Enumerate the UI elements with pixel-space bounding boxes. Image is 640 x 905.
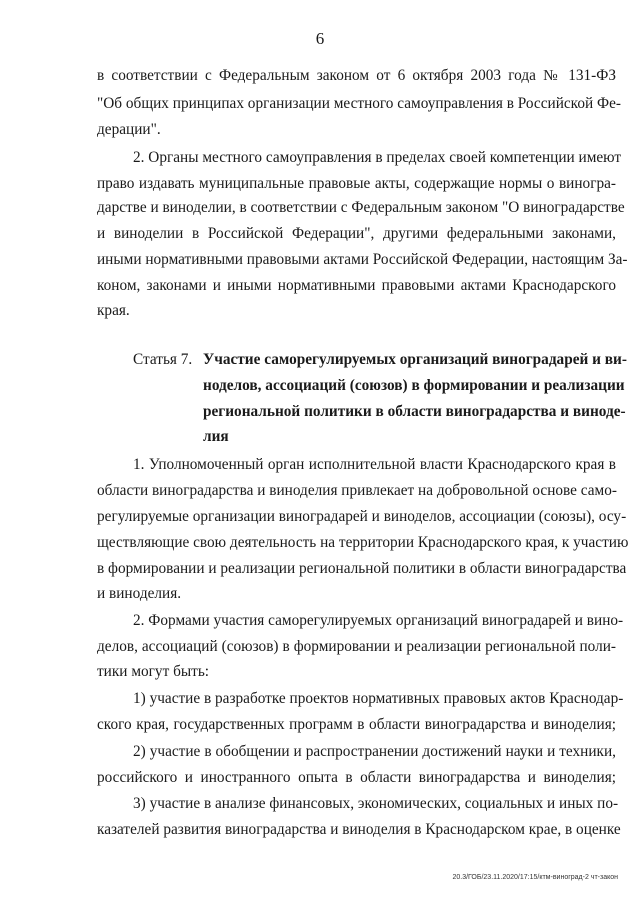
text-line: 2. Органы местного самоуправления в пределах своей компетенции имеют: [133, 149, 622, 166]
list-item-line: 1) участие в разработке проектов нормативных правовых актов Краснодар-: [133, 690, 624, 707]
text-line: ществляющие свою деятельность на территории Краснодарского края, к участию: [97, 534, 629, 551]
text-line: коном, законами и иными нормативными правовыми актами Краснодарского: [97, 277, 616, 294]
page-number: 6: [315, 29, 325, 48]
list-item-line: казателей развития виноградарства и виноделия в Краснодарском крае, в оценке: [97, 821, 621, 838]
list-item-line: 3) участие в анализе финансовых, экономических, социальных и иных по-: [133, 795, 619, 812]
text-line: 2. Формами участия саморегулируемых организаций виноградарей и вино-: [133, 612, 624, 629]
text-line: края.: [97, 302, 130, 319]
list-item-line: российского и иностранного опыта в области виноградарства и виноделия;: [97, 769, 616, 786]
text-line: и виноделия.: [97, 585, 182, 602]
article-title-line: ноделов, ассоциаций (союзов) в формировании и реализации: [203, 377, 625, 394]
article-title-line: региональной политики в области виноградарства и виноде-: [203, 403, 626, 420]
text-line: право издавать муниципальные правовые акты, содержащие нормы о виногра-: [97, 175, 616, 192]
article-title-line: лия: [203, 428, 229, 445]
text-line: иными нормативными правовыми актами Российской Федерации, настоящим За-: [97, 251, 628, 268]
text-line: области виноградарства и виноделия привлекает на добровольной основе само-: [97, 482, 617, 499]
article-number: Статья 7.: [133, 351, 193, 368]
text-line: делов, ассоциаций (союзов) в формировании и реализации региональной поли-: [97, 638, 616, 655]
text-line: регулируемые организации виноградарей и виноделов, ассоциации (союзы), осу-: [97, 508, 627, 525]
list-item-line: ского края, государственных программ в области виноградарства и виноделия;: [97, 716, 616, 733]
article-title-line: Участие саморегулируемых организаций виноградарей и ви-: [203, 351, 627, 368]
text-line: 1. Уполномоченный орган исполнительной власти Краснодарского края в: [133, 456, 616, 473]
text-line: дерации".: [97, 121, 161, 138]
text-line: и виноделии в Российской Федерации", другими федеральными законами,: [97, 225, 616, 242]
text-line: "Об общих принципах организации местного самоуправления в Российской Фе-: [97, 95, 621, 112]
document-footer-code: 20.3/ГОБ/23.11.2020/17:15/ктм-виноград-2 чт-закон: [452, 874, 618, 881]
text-line: в формировании и реализации региональной политики в области виноградарства: [97, 560, 627, 577]
list-item-line: 2) участие в обобщении и распространении достижений науки и техники,: [133, 743, 616, 760]
text-line: дарстве и виноделии, в соответствии с Федеральным законом "О виноградарстве: [97, 199, 625, 216]
text-line: в соответствии с Федеральным законом от 6 октября 2003 года № 131-ФЗ: [97, 67, 616, 84]
text-line: тики могут быть:: [97, 663, 210, 680]
